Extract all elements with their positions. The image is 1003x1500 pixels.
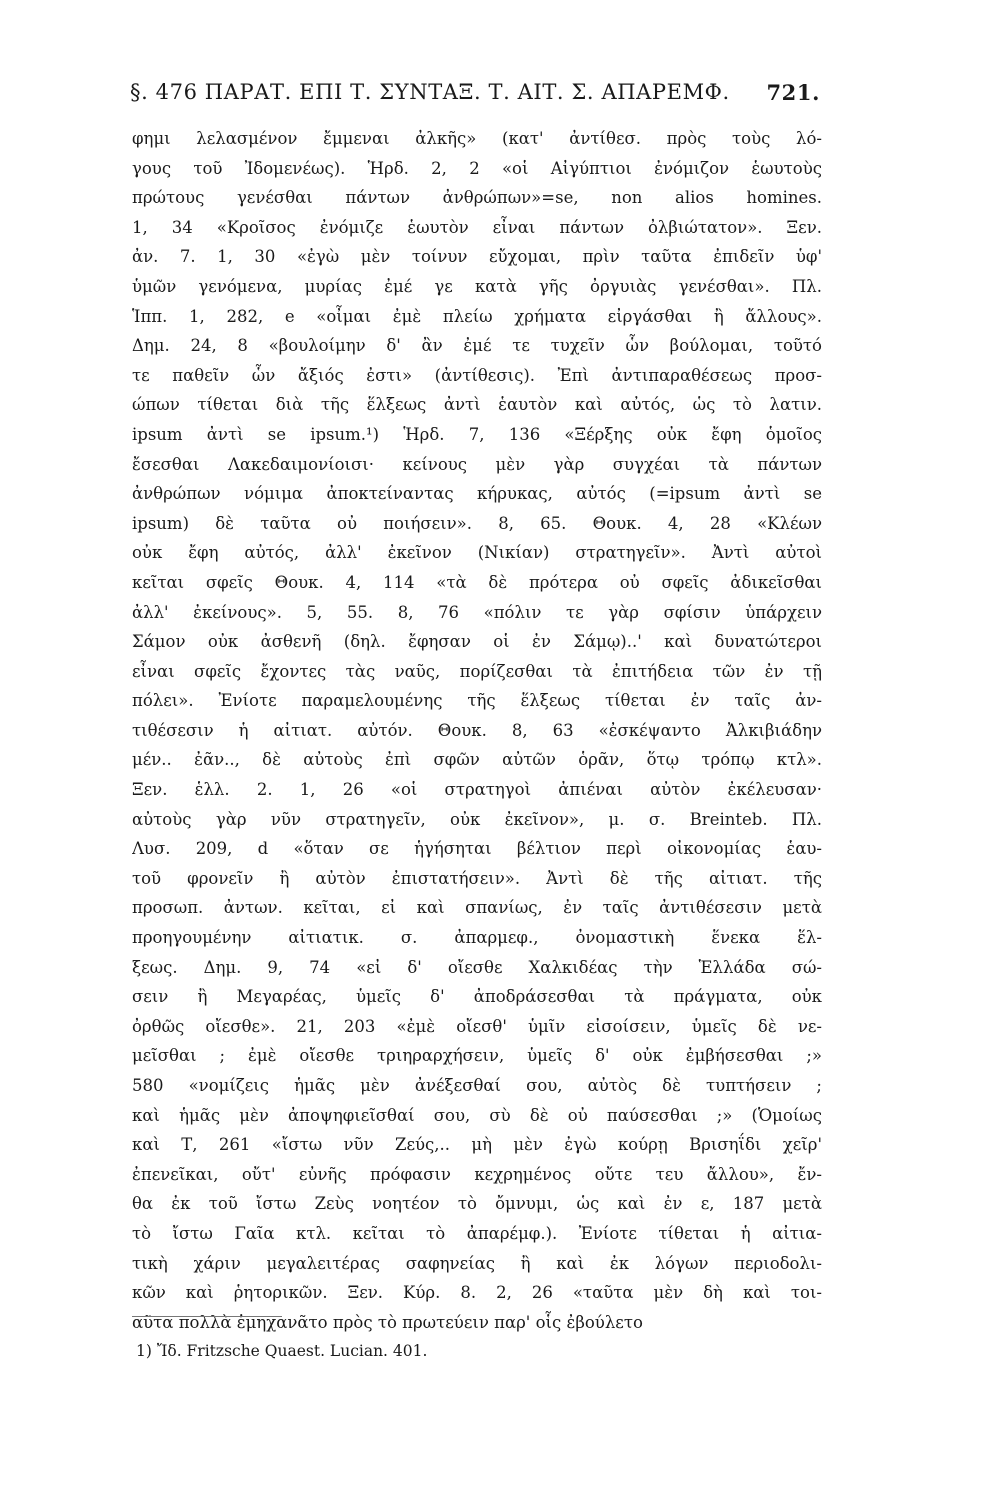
text-line: σειν ἢ Μεγαρέας, ὑμεῖς δ' ἀποδράσεσθαι τὰ πράγματα, οὐκ xyxy=(132,987,822,1007)
text-line: προσωπ. ἀντων. κεῖται, εἰ καὶ σπανίως, ἐν ταῖς ἀντιθέσεσιν μετὰ xyxy=(132,898,822,918)
text-line: 580 «νομίζεις ἡμᾶς μὲν ἀνέξεσθαί σου, αὐτὸς δὲ τυπτήσειν ; xyxy=(132,1076,822,1095)
text-line: ἀλλ' ἐκείνους». 5, 55. 8, 76 «πόλιν τε γὰρ σφίσιν ὑπάρχειν xyxy=(132,602,822,622)
text-line: μεῖσθαι ; ἐμὲ οἴεσθε τριηραρχήσειν, ὑμεῖς δ' οὐκ ἐμβήσεσθαι ;» xyxy=(132,1046,822,1066)
text-line: ipsum) δὲ ταῦτα οὐ ποιήσειν». 8, 65. Θουκ. 4, 28 «Κλέων xyxy=(132,513,822,533)
footnote: 1) Ἴδ. Fritzsche Quaest. Lucian. 401. xyxy=(136,1342,428,1360)
text-line: ὑμῶν γενόμενα, μυρίας ἐμέ γε κατὰ γῆς ὀργυιὰς γενέσθαι». Πλ. xyxy=(132,276,822,296)
text-line: τοῦ φρονεῖν ἢ αὐτὸν ἐπιστατήσειν». Ἀντὶ δὲ τῆς αἰτιατ. τῆς xyxy=(132,868,822,888)
text-line: ἔσεσθαι Λακεδαιμονίοισι· κείνους μὲν γὰρ συγχέαι τὰ πάντων xyxy=(132,454,822,474)
text-line: εἶναι σφεῖς ἔχοντες τὰς ναῦς, πορίζεσθαι τὰ ἐπιτήδεια τῶν ἐν τῇ xyxy=(132,661,822,681)
text-line: καὶ Τ, 261 «ἴστω νῦν Ζεύς,.. μὴ μὲν ἐγὼ κούρῃ Βρισηΐδι χεῖρ' xyxy=(132,1135,822,1155)
running-head xyxy=(130,80,820,116)
text-line: αῦτα πολλὰ ἐμηχανᾶτο πρὸς τὸ πρωτεύειν παρ' οἷς ἐβούλετο xyxy=(132,1312,643,1332)
text-line: οὐκ ἔφη αὐτός, ἀλλ' ἐκεῖνον (Νικίαν) στρατηγεῖν». Ἀντὶ αὐτοὶ xyxy=(132,543,822,563)
text-line: τε παθεῖν ὧν ἄξιός ἐστι» (ἀντίθεσις). Ἐπὶ ἀντιπαραθέσεως προσ- xyxy=(132,365,822,385)
text-line: Ξεν. ἑλλ. 2. 1, 26 «οἱ στρατηγοὶ ἀπιέναι αὐτὸν ἐκέλευσαν· xyxy=(132,780,822,800)
text-line: ώπων τίθεται διὰ τῆς ἕλξεως ἀντὶ ἑαυτὸν καὶ αὐτός, ὡς τὸ λατιν. xyxy=(132,395,822,415)
text-line: 1, 34 «Κροῖσος ἐνόμιζε ἑωυτὸν εἶναι πάντων ὀλβιώτατον». Ξεν. xyxy=(132,217,822,237)
text-line: καὶ ἡμᾶς μὲν ἀποψηφιεῖσθαί σου, σὺ δὲ οὐ παύσεσθαι ;» (Ὁμοίως xyxy=(132,1105,822,1125)
text-line: αὐτοὺς γὰρ νῦν στρατηγεῖν, οὐκ ἐκεῖνον», μ. σ. Breinteb. Πλ. xyxy=(132,809,822,829)
text-line: μέν.. ἐᾶν.., δὲ αὐτοὺς ἐπὶ σφῶν αὐτῶν ὁρᾶν, ὅτῳ τρόπῳ κτλ». xyxy=(132,750,822,770)
text-line: φημι λελασμένον ἔμμεναι ἀλκῆς» (κατ' ἀντίθεσ. πρὸς τοὺς λό- xyxy=(132,129,822,148)
page-number: 721. xyxy=(766,80,820,105)
text-line: προηγουμένην αἰτιατικ. σ. ἀπαρμεφ., ὀνομαστικὴ ἕνεκα ἕλ- xyxy=(132,928,822,948)
text-line: ipsum ἀντὶ se ipsum.¹) Ἡρδ. 7, 136 «Ξέρξης οὐκ ἔφη ὁμοῖος xyxy=(132,424,822,444)
text-line: πρώτους γενέσθαι πάντων ἀνθρώπων»=se, non alios homines. xyxy=(132,188,822,208)
body-text xyxy=(132,124,822,1337)
text-line: πόλει». Ἐνίοτε παραμελουμένης τῆς ἕλξεως τίθεται ἐν ταῖς ἀν- xyxy=(132,691,822,711)
text-line: Λυσ. 209, d «ὅταν σε ἡγήσηται βέλτιον περὶ οἰκονομίας ἑαυ- xyxy=(132,839,822,859)
text-line: Σάμον οὐκ ἀσθενῆ (δηλ. ἔφησαν οἱ ἐν Σάμῳ)..' καὶ δυνατώτεροι xyxy=(132,632,822,652)
text-line: θα ἐκ τοῦ ἴστω Ζεὺς νοητέον τὸ ὄμνυμι, ὡς καὶ ἐν ε, 187 μετὰ xyxy=(132,1194,822,1214)
text-line: ἐπενεῖκαι, οὔτ' εὐνῆς πρόφασιν κεχρημένος οὔτε τευ ἄλλου», ἔν- xyxy=(132,1164,822,1184)
text-line: γους τοῦ Ἰδομενέως). Ἡρδ. 2, 2 «οἱ Αἰγύπτιοι ἐνόμιζον ἑωυτοὺς xyxy=(132,158,822,178)
text-line: κῶν καὶ ῥητορικῶν. Ξεν. Κύρ. 8. 2, 26 «ταῦτα μὲν δὴ καὶ τοι- xyxy=(132,1283,822,1303)
text-line: ἀνθρώπων νόμιμα ἀποκτείναντας κήρυκας, αὐτός (=ipsum ἀντὶ se xyxy=(132,484,822,504)
text-line: κεῖται σφεῖς Θουκ. 4, 114 «τὰ δὲ πρότερα οὐ σφεῖς ἀδικεῖσθαι xyxy=(132,572,822,592)
text-line: ξεως. Δημ. 9, 74 «εἰ δ' οἴεσθε Χαλκιδέας τὴν Ἑλλάδα σώ- xyxy=(132,957,822,977)
footnote-divider xyxy=(132,1316,282,1317)
running-head-title: §. 476 ΠΑΡΑΤ. ΕΠΙ Τ. ΣΥΝΤΑΞ. Τ. ΑΙΤ. Σ. ΑΠΑΡΕΜΦ. xyxy=(130,80,730,104)
text-line: τιθέσεσιν ἡ αἰτιατ. αὐτόν. Θουκ. 8, 63 «ἐσκέψαντο Ἀλκιβιάδην xyxy=(132,720,822,740)
text-line: τικὴ χάριν μεγαλειτέρας σαφηνείας ἢ καὶ ἐκ λόγων περιοδολι- xyxy=(132,1253,822,1273)
text-line: Δημ. 24, 8 «βουλοίμην δ' ἂν ἐμέ τε τυχεῖν ὧν βούλομαι, τοῦτό xyxy=(132,336,822,356)
text-line: ὀρθῶς οἴεσθε». 21, 203 «ἐμὲ οἴεσθ' ὑμῖν εἰσοίσειν, ὑμεῖς δὲ νε- xyxy=(132,1016,822,1036)
text-line: ἀν. 7. 1, 30 «ἐγὼ μὲν τοίνυν εὔχομαι, πρὶν ταῦτα ἐπιδεῖν ὑφ' xyxy=(132,247,822,267)
text-line: Ἱππ. 1, 282, e «οἶμαι ἐμὲ πλείω χρήματα εἰργάσθαι ἢ ἄλλους». xyxy=(132,306,822,326)
text-line: τὸ ἴστω Γαῖα κτλ. κεῖται τὸ ἀπαρέμφ.). Ἐνίοτε τίθεται ἡ αἰτια- xyxy=(132,1223,822,1243)
